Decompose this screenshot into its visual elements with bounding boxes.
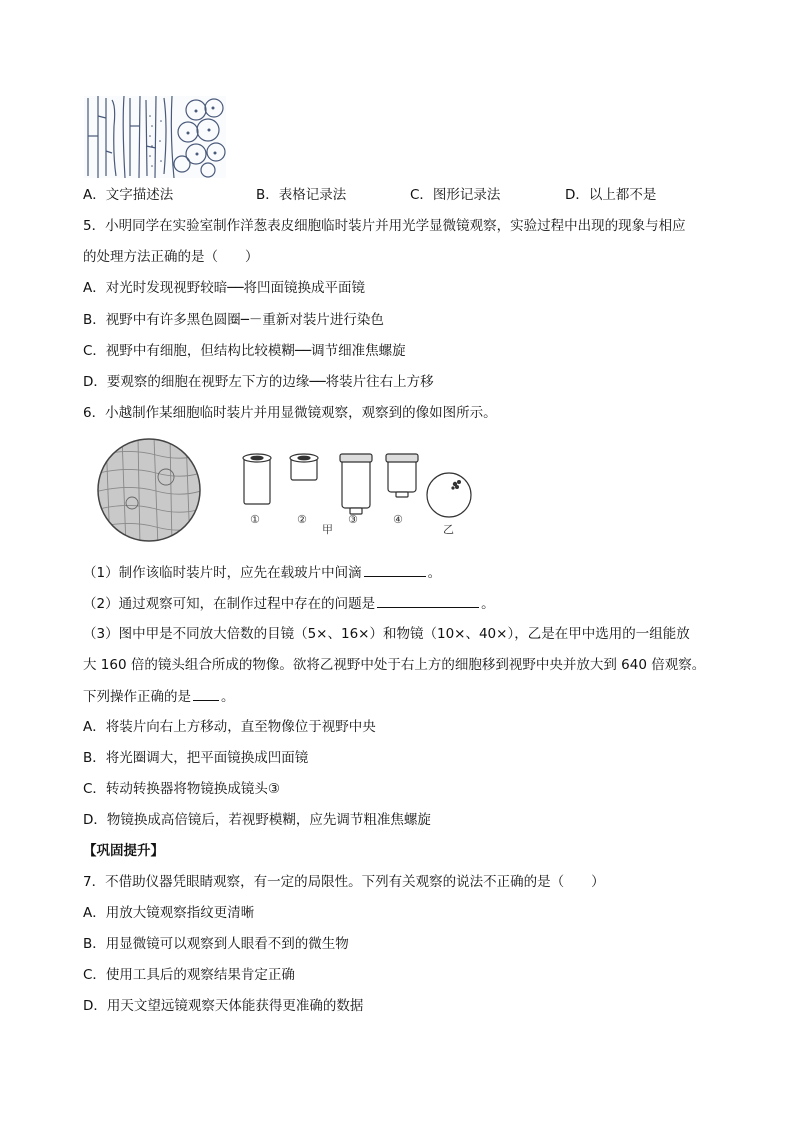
q6-option-b: B．将光圈调大，把平面镜换成凹面镜 bbox=[83, 750, 309, 766]
section-title: 【巩固提升】 bbox=[83, 843, 164, 859]
q7-option-a: A．用放大镜观察指纹更清晰 bbox=[83, 905, 255, 921]
q6-sub2 bbox=[83, 594, 495, 613]
q6-sub1 bbox=[83, 563, 441, 582]
lens-label-1: ① bbox=[250, 513, 260, 526]
view-yi-figure bbox=[424, 470, 474, 520]
q6-sub2-suffix: 。 bbox=[481, 596, 495, 612]
q6-sub2-prefix: （2）通过观察可知，在制作过程中存在的问题是 bbox=[83, 596, 376, 612]
q4-option-d: D．以上都不是 bbox=[565, 187, 657, 203]
q4-option-b: B．表格记录法 bbox=[256, 187, 347, 203]
q6-sub1-blank[interactable] bbox=[364, 563, 426, 577]
q4-option-a: A．文字描述法 bbox=[83, 187, 174, 203]
q5-option-b: B．视野中有许多黑色圆圈─－重新对装片进行染色 bbox=[83, 312, 384, 328]
microscope-view-figure bbox=[96, 437, 202, 543]
q5-option-d: D．要观察的细胞在视野左下方的边缘──将装片往右上方移 bbox=[83, 374, 434, 390]
q5-option-a: A．对光时发现视野较暗──将凹面镜换成平面镜 bbox=[83, 280, 365, 296]
q5-option-c: C．视野中有细胞，但结构比较模糊──调节细准焦螺旋 bbox=[83, 343, 406, 359]
q7-stem: 7．不借助仪器凭眼睛观察，有一定的局限性。下列有关观察的说法不正确的是（ ） bbox=[83, 874, 605, 890]
lens-label-4: ④ bbox=[393, 513, 403, 526]
q7-option-b: B．用显微镜可以观察到人眼看不到的微生物 bbox=[83, 936, 349, 952]
lens-label-2: ② bbox=[297, 513, 307, 526]
q6-option-a: A．将装片向右上方移动，直至物像位于视野中央 bbox=[83, 719, 376, 735]
q6-sub1-suffix: 。 bbox=[427, 565, 442, 581]
q6-option-c: C．转动转换器将物镜换成镜头③ bbox=[83, 781, 281, 797]
q5-stem-line1: 5．小明同学在实验室制作洋葱表皮细胞临时装片并用光学显微镜观察，实验过程中出现的现象与相应 bbox=[83, 218, 686, 234]
q6-sub2-blank[interactable] bbox=[377, 594, 479, 608]
q6-sub3-suffix: 。 bbox=[221, 689, 235, 705]
lens-label-3: ③ bbox=[348, 513, 358, 526]
q4-option-c: C．图形记录法 bbox=[410, 187, 501, 203]
q6-sub1-prefix: （1）制作该临时装片时，应先在载玻片中间滴 bbox=[83, 565, 362, 581]
lens-label-jia: 甲 bbox=[322, 523, 333, 536]
view-label-yi: 乙 bbox=[443, 523, 454, 536]
q7-option-c: C．使用工具后的观察结果肯定正确 bbox=[83, 967, 295, 983]
q6-sub3-line2: 大 160 倍的镜头组合所成的物像。欲将乙视野中处于右上方的细胞移到视野中央并放大到 640 倍观察。 bbox=[83, 657, 706, 673]
q7-option-d: D．用天文望远镜观察天体能获得更准确的数据 bbox=[83, 998, 364, 1014]
q6-option-d: D．物镜换成高倍镜后，若视野模糊，应先调节粗准焦螺旋 bbox=[83, 812, 431, 828]
cell-sketch-figure bbox=[84, 96, 226, 178]
q6-stem: 6．小越制作某细胞临时装片并用显微镜观察，观察到的像如图所示。 bbox=[83, 405, 497, 421]
q6-sub3-line1: （3）图中甲是不同放大倍数的目镜（5×、16×）和物镜（10×、40×），乙是在甲中选用的一组能放 bbox=[83, 626, 690, 642]
q6-sub3-blank[interactable] bbox=[193, 687, 219, 701]
q5-stem-line2: 的处理方法正确的是（ ） bbox=[83, 249, 259, 265]
lens-set-figure bbox=[236, 450, 422, 522]
q6-sub3-prefix: 下列操作正确的是 bbox=[83, 689, 191, 705]
q6-sub3-line3 bbox=[83, 687, 235, 706]
